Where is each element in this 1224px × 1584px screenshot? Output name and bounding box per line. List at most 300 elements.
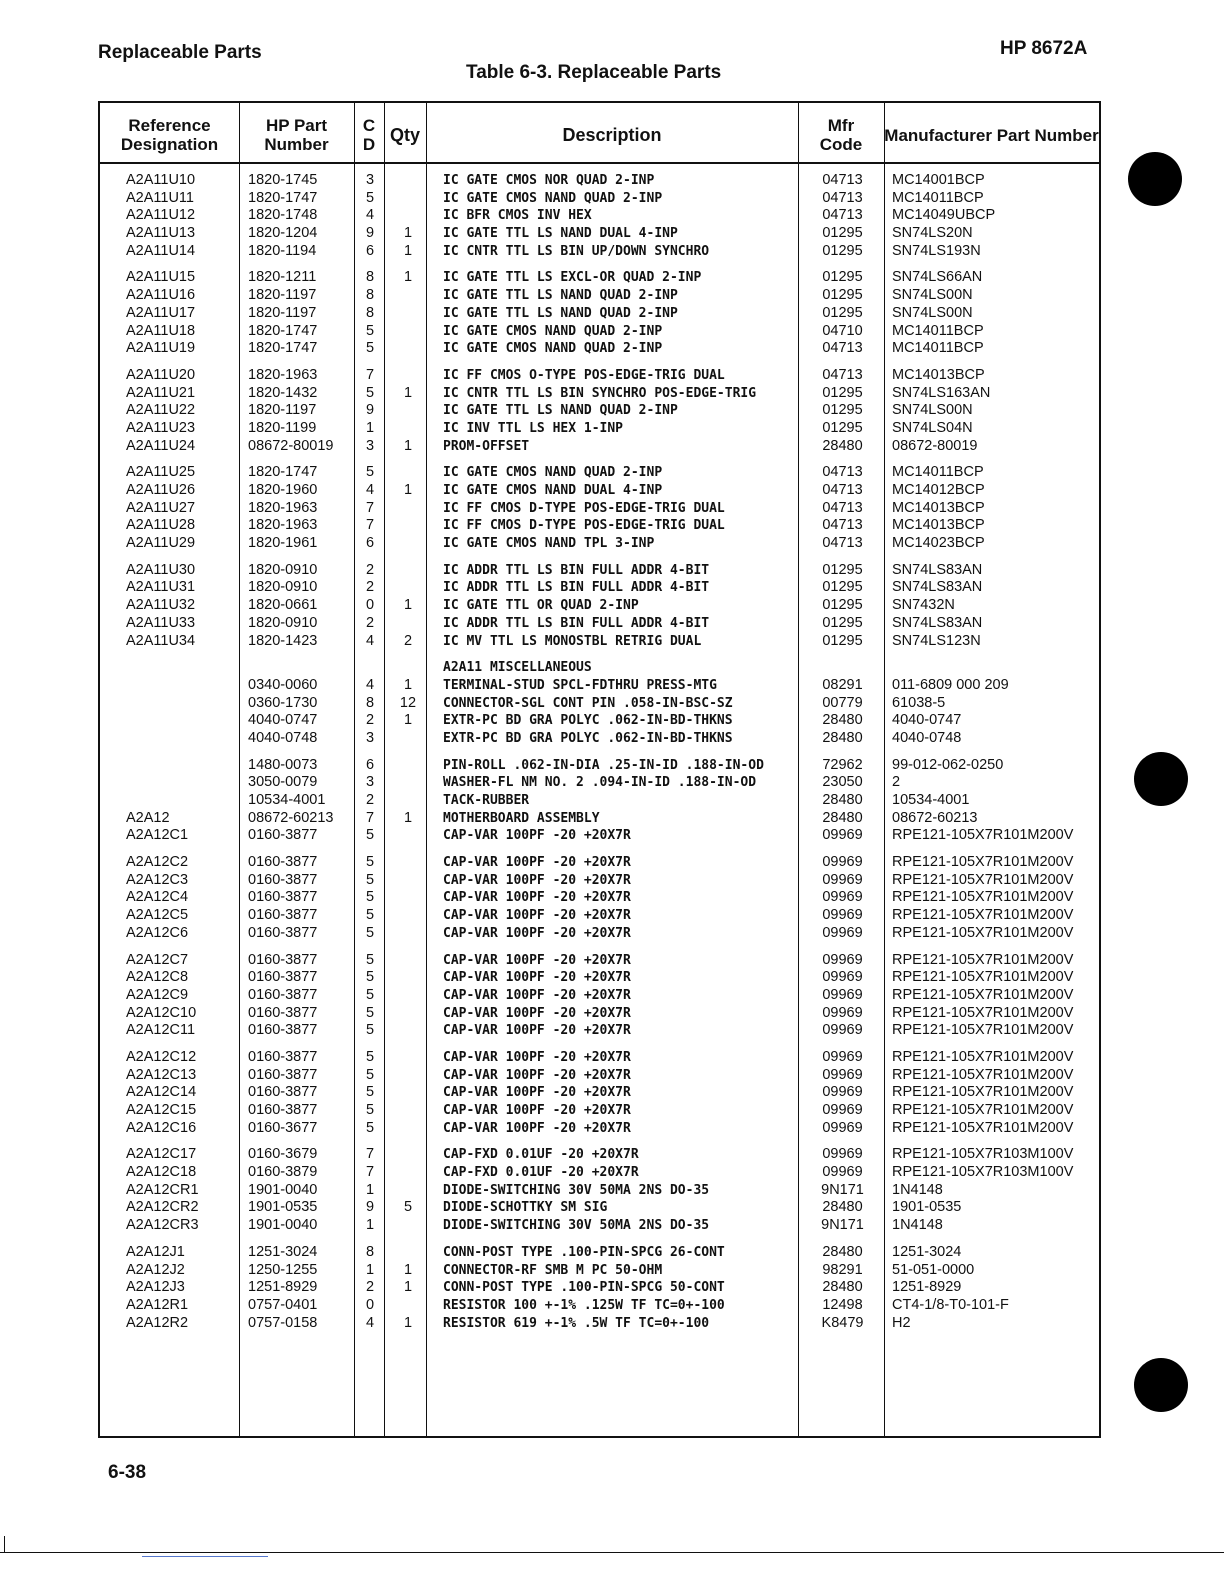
cell-description: CAP-VAR 100PF -20 +20X7R xyxy=(443,872,631,888)
cell-description: CONN-POST TYPE .100-PIN-SPCG 26-CONT xyxy=(443,1244,725,1260)
cell-mfr-code: 04713 xyxy=(822,366,863,383)
cell-cd: 4 xyxy=(366,482,375,498)
row-group xyxy=(0,269,1224,357)
cell-hp-part: 0160-3877 xyxy=(248,854,318,871)
cell-cd: 5 xyxy=(366,322,375,339)
table-row xyxy=(0,1102,1224,1120)
cell-description: IC GATE CMOS NAND QUAD 2-INP xyxy=(443,323,663,339)
cell-mfr-part: 99-012-062-0250 xyxy=(892,756,1004,773)
cell-description: TERMINAL-STUD SPCL-FDTHRU PRESS-MTG xyxy=(443,677,717,693)
cell-description: CAP-VAR 100PF -20 +20X7R xyxy=(443,1005,631,1021)
cell-description: IC ADDR TTL LS BIN FULL ADDR 4-BIT xyxy=(443,562,710,578)
cell-hp-part: 1820-1748 xyxy=(248,207,318,224)
cell-description: DIODE-SWITCHING 30V 50MA 2NS DO-35 xyxy=(443,1218,710,1234)
cell-cd: 4 xyxy=(366,632,375,649)
cell-mfr-code: 28480 xyxy=(822,729,863,746)
cell-mfr-code: 09969 xyxy=(822,1066,863,1083)
cell-description: EXTR-PC BD GRA POLYC .062-IN-BD-THKNS xyxy=(443,713,733,729)
cell-description: IC GATE CMOS NAND QUAD 2-INP xyxy=(443,465,663,481)
cell-cd: 8 xyxy=(366,304,375,321)
row-group xyxy=(0,1049,1224,1137)
cell-mfr-part: 08672-80019 xyxy=(892,437,978,454)
cell-cd: 1 xyxy=(366,1261,375,1278)
cell-cd: 7 xyxy=(366,809,375,826)
cell-reference: A2A12C3 xyxy=(126,871,189,888)
cell-description: CAP-VAR 100PF -20 +20X7R xyxy=(443,987,631,1003)
cell-reference: A2A12C11 xyxy=(126,1022,196,1039)
cell-description: CONNECTOR-SGL CONT PIN .058-IN-BSC-SZ xyxy=(443,695,733,711)
row-group xyxy=(0,854,1224,942)
cell-reference: A2A11U10 xyxy=(126,172,196,188)
table-row xyxy=(0,987,1224,1005)
cell-description: CAP-VAR 100PF -20 +20X7R xyxy=(443,952,631,968)
table-row xyxy=(0,243,1224,261)
cell-description: RESISTOR 619 +-1% .5W TF TC=0+-100 xyxy=(443,1315,710,1331)
cell-mfr-code: 01295 xyxy=(822,225,863,242)
cell-reference: A2A12J3 xyxy=(126,1279,185,1296)
cell-cd: 8 xyxy=(366,694,375,711)
cell-mfr-part: 61038-5 xyxy=(892,694,946,711)
table-row xyxy=(0,1279,1224,1297)
cell-mfr-code: 01295 xyxy=(822,242,863,259)
cell-mfr-part: SN7432N xyxy=(892,597,955,614)
cell-description: CAP-VAR 100PF -20 +20X7R xyxy=(443,855,631,871)
cell-cd: 6 xyxy=(366,756,375,773)
cell-hp-part: 0757-0158 xyxy=(248,1314,318,1331)
cell-description: PROM-OFFSET xyxy=(443,438,530,454)
cell-reference: A2A12C15 xyxy=(126,1102,197,1118)
cell-cd: 4 xyxy=(366,1314,375,1331)
cell-hp-part: 1820-1197 xyxy=(248,287,317,304)
cell-mfr-code: 28480 xyxy=(822,792,863,808)
cell-hp-part: 0160-3877 xyxy=(248,1004,318,1021)
cell-mfr-part: SN74LS00N xyxy=(892,402,973,419)
header-divider xyxy=(98,162,1101,164)
table-row xyxy=(0,323,1224,341)
cell-mfr-part: RPE121-105X7R101M200V xyxy=(892,871,1074,888)
table-row xyxy=(0,952,1224,970)
cell-hp-part: 1820-1745 xyxy=(248,172,318,188)
cell-hp-part: 3050-0079 xyxy=(248,774,318,791)
cell-cd: 5 xyxy=(366,340,375,357)
row-group xyxy=(0,952,1224,1040)
cell-reference: A2A11U14 xyxy=(126,242,196,259)
table-row xyxy=(0,287,1224,305)
cell-hp-part: 1820-1963 xyxy=(248,517,318,534)
cell-reference: A2A11U11 xyxy=(126,189,194,206)
cell-cd: 5 xyxy=(366,854,375,871)
cell-description: CAP-FXD 0.01UF -20 +20X7R xyxy=(443,1165,639,1181)
cell-cd: 7 xyxy=(366,517,375,534)
cell-mfr-code: 01295 xyxy=(822,287,863,304)
table-row xyxy=(0,1297,1224,1315)
cell-reference: A2A11U32 xyxy=(126,597,196,614)
cell-cd: 6 xyxy=(366,242,375,259)
cell-cd: 5 xyxy=(366,951,375,968)
table-row xyxy=(0,482,1224,500)
table-row xyxy=(0,907,1224,925)
cell-description: IC GATE CMOS NAND DUAL 4-INP xyxy=(443,483,663,498)
cell-description: IC CNTR TTL LS BIN UP/DOWN SYNCHRO xyxy=(443,243,710,259)
cell-mfr-code: 09969 xyxy=(822,871,863,888)
cell-description: IC CNTR TTL LS BIN SYNCHRO POS-EDGE-TRIG xyxy=(443,385,757,401)
cell-reference: A2A12R1 xyxy=(126,1296,189,1313)
table-row xyxy=(0,438,1224,456)
cell-description: IC FF CMOS D-TYPE POS-EDGE-TRIG DUAL xyxy=(443,500,725,516)
cell-cd: 5 xyxy=(366,924,375,941)
cell-reference: A2A12C9 xyxy=(126,986,189,1003)
cell-cd: 9 xyxy=(366,1199,375,1216)
table-row xyxy=(0,925,1224,943)
table-row xyxy=(0,695,1224,713)
cell-mfr-part: 2 xyxy=(892,774,901,791)
table-row xyxy=(0,517,1224,535)
cell-mfr-part: SN74LS04N xyxy=(892,419,973,436)
cell-mfr-part: 4040-0747 xyxy=(892,712,962,729)
table-row xyxy=(0,1182,1224,1200)
table-row xyxy=(0,1022,1224,1040)
table-row xyxy=(0,969,1224,987)
cell-reference: A2A12C10 xyxy=(126,1004,197,1021)
cell-reference: A2A12C7 xyxy=(126,951,189,968)
cell-description: IC GATE CMOS NAND TPL 3-INP xyxy=(443,536,655,552)
cell-hp-part: 1820-1963 xyxy=(248,499,318,516)
cell-description: DIODE-SCHOTTKY SM SIG xyxy=(443,1200,608,1216)
cell-description: IC GATE CMOS NAND QUAD 2-INP xyxy=(443,190,663,206)
cell-mfr-part: MC14011BCP xyxy=(892,464,984,481)
cell-qty: 1 xyxy=(403,1314,413,1331)
cell-mfr-code: 01295 xyxy=(822,561,863,578)
table-row xyxy=(0,1315,1224,1333)
table-row xyxy=(0,597,1224,615)
cell-cd: 8 xyxy=(366,1243,375,1260)
row-group xyxy=(0,367,1224,455)
cell-reference: A2A11U18 xyxy=(126,322,196,339)
binder-hole-middle xyxy=(1134,752,1188,806)
cell-mfr-code: 28480 xyxy=(822,712,863,729)
cell-reference: A2A11U21 xyxy=(126,384,196,401)
cell-mfr-part: H2 xyxy=(892,1314,911,1331)
cell-reference: A2A12C5 xyxy=(126,907,189,924)
cell-mfr-code: 01295 xyxy=(822,597,863,614)
table-row xyxy=(0,367,1224,385)
cell-reference: A2A11U13 xyxy=(126,225,196,242)
cell-description: CAP-VAR 100PF -20 +20X7R xyxy=(443,925,631,941)
cell-hp-part: 4040-0748 xyxy=(248,729,318,746)
row-group xyxy=(0,1146,1224,1234)
cell-mfr-part: RPE121-105X7R101M200V xyxy=(892,889,1074,906)
cell-mfr-part: SN74LS20N xyxy=(892,225,973,242)
cell-mfr-part: MC14013BCP xyxy=(892,517,985,534)
table-row xyxy=(0,579,1224,597)
cell-mfr-code: 00779 xyxy=(822,694,863,711)
table-row xyxy=(0,810,1224,828)
cell-hp-part: 1820-1199 xyxy=(248,419,317,436)
table-row xyxy=(0,420,1224,438)
cell-mfr-code: 01295 xyxy=(822,579,863,596)
model-number: HP 8672A xyxy=(1000,38,1088,59)
cell-mfr-code: 04713 xyxy=(822,189,863,206)
cell-mfr-part: SN74LS83AN xyxy=(892,579,983,596)
cell-description: CAP-VAR 100PF -20 +20X7R xyxy=(443,1103,631,1118)
cell-cd: 2 xyxy=(366,1279,375,1296)
cell-mfr-part: SN74LS83AN xyxy=(892,561,983,578)
table-row xyxy=(0,659,1224,677)
cell-mfr-part: SN74LS66AN xyxy=(892,269,983,286)
cell-reference: A2A12C4 xyxy=(126,889,189,906)
cell-reference: A2A11U15 xyxy=(126,269,196,286)
cell-reference: A2A11U29 xyxy=(126,535,196,552)
cell-qty: 1 xyxy=(403,482,413,498)
cell-hp-part: 1820-1961 xyxy=(248,535,318,552)
cell-cd: 3 xyxy=(366,729,375,746)
row-group xyxy=(0,464,1224,552)
cell-mfr-code: 04710 xyxy=(822,322,863,339)
cell-hp-part: 10534-4001 xyxy=(248,792,326,808)
cell-description: CAP-VAR 100PF -20 +20X7R xyxy=(443,1067,631,1083)
table-row xyxy=(0,269,1224,287)
cell-mfr-code: 9N171 xyxy=(821,1217,864,1234)
cell-description: IC GATE TTL LS EXCL-OR QUAD 2-INP xyxy=(443,270,702,286)
cell-mfr-code: 09969 xyxy=(822,1146,863,1163)
table-row xyxy=(0,730,1224,748)
table-row xyxy=(0,305,1224,323)
cell-mfr-part: SN74LS163AN xyxy=(892,384,991,401)
cell-mfr-code: 01295 xyxy=(822,304,863,321)
cell-mfr-code: 09969 xyxy=(822,1102,863,1118)
cell-cd: 8 xyxy=(366,287,375,304)
cell-mfr-code: 01295 xyxy=(822,614,863,631)
cell-cd: 5 xyxy=(366,827,375,844)
cell-mfr-part: 08672-60213 xyxy=(892,809,978,826)
cell-cd: 9 xyxy=(366,402,375,419)
cell-mfr-part: RPE121-105X7R101M200V xyxy=(892,986,1074,1003)
table-row xyxy=(0,535,1224,553)
cell-mfr-code: 72962 xyxy=(822,756,863,773)
cell-description: EXTR-PC BD GRA POLYC .062-IN-BD-THKNS xyxy=(443,730,733,746)
cell-mfr-part: RPE121-105X7R101M200V xyxy=(892,1102,1074,1118)
cell-description: IC ADDR TTL LS BIN FULL ADDR 4-BIT xyxy=(443,580,710,596)
cell-reference: A2A12 xyxy=(126,809,170,826)
table-row xyxy=(0,792,1224,810)
table-row xyxy=(0,1146,1224,1164)
cell-mfr-part: 1N4148 xyxy=(892,1217,943,1234)
cell-reference: A2A12C13 xyxy=(126,1066,197,1083)
cell-cd: 7 xyxy=(366,1146,375,1163)
cell-mfr-part: RPE121-105X7R101M200V xyxy=(892,1119,1074,1136)
cell-cd: 5 xyxy=(366,969,375,986)
table-row xyxy=(0,1217,1224,1235)
cell-cd: 5 xyxy=(366,384,375,401)
cell-cd: 4 xyxy=(366,207,375,224)
cell-hp-part: 1820-1432 xyxy=(248,384,318,401)
cell-cd: 5 xyxy=(366,464,375,481)
cell-mfr-part: MC14011BCP xyxy=(892,322,984,339)
cell-cd: 2 xyxy=(366,614,375,631)
table-row xyxy=(0,1262,1224,1280)
cell-mfr-code: 01295 xyxy=(822,419,863,436)
cell-hp-part: 0160-3877 xyxy=(248,924,318,941)
cell-cd: 1 xyxy=(366,419,375,436)
cell-cd: 5 xyxy=(366,907,375,924)
table-row xyxy=(0,464,1224,482)
cell-hp-part: 1820-0910 xyxy=(248,579,318,596)
cell-mfr-part: CT4-1/8-T0-101-F xyxy=(892,1296,1009,1313)
cell-reference: A2A11U33 xyxy=(126,614,196,631)
cell-mfr-code: 98291 xyxy=(822,1261,863,1278)
cell-reference: A2A11U27 xyxy=(126,499,196,516)
cell-qty: 1 xyxy=(403,597,413,614)
table-row xyxy=(0,1049,1224,1067)
cell-mfr-part: MC14011BCP xyxy=(892,340,984,357)
cell-hp-part: 0160-3877 xyxy=(248,827,318,844)
page-edge-mark xyxy=(4,1536,5,1552)
cell-cd: 2 xyxy=(366,792,375,808)
cell-qty: 2 xyxy=(403,632,413,649)
cell-cd: 5 xyxy=(366,1066,375,1083)
cell-mfr-code: 09969 xyxy=(822,907,863,924)
cell-mfr-part: MC14023BCP xyxy=(892,535,985,552)
cell-mfr-part: 1N4148 xyxy=(892,1181,943,1198)
cell-mfr-code: 08291 xyxy=(822,676,863,693)
cell-mfr-part: 011-6809 000 209 xyxy=(892,676,1009,693)
col-header-mfr-part: Manufacturer Part Number xyxy=(884,125,1099,145)
cell-cd: 2 xyxy=(366,712,375,729)
cell-hp-part: 1820-0910 xyxy=(248,614,318,631)
cell-description: DIODE-SWITCHING 30V 50MA 2NS DO-35 xyxy=(443,1182,710,1198)
cell-cd: 7 xyxy=(366,366,375,383)
cell-reference: A2A11U16 xyxy=(126,287,196,304)
cell-reference: A2A11U26 xyxy=(126,482,196,498)
cell-hp-part: 1820-0661 xyxy=(248,597,318,614)
cell-mfr-code: 28480 xyxy=(822,1199,863,1216)
row-group xyxy=(0,659,1224,747)
cell-hp-part: 0160-3877 xyxy=(248,1084,318,1101)
table-row xyxy=(0,774,1224,792)
cell-mfr-code: 09969 xyxy=(822,1022,863,1039)
cell-description: IC FF CMOS O-TYPE POS-EDGE-TRIG DUAL xyxy=(443,367,725,383)
cell-hp-part: 1820-0910 xyxy=(248,561,318,578)
cell-mfr-code: 01295 xyxy=(822,269,863,286)
col-header-qty: Qty xyxy=(389,124,420,145)
cell-mfr-code: 28480 xyxy=(822,1279,863,1296)
cell-mfr-part: MC14013BCP xyxy=(892,499,985,516)
cell-cd: 5 xyxy=(366,1004,375,1021)
cell-hp-part: 0160-3877 xyxy=(248,986,318,1003)
cell-mfr-part: RPE121-105X7R101M200V xyxy=(892,969,1074,986)
table-row xyxy=(0,1084,1224,1102)
cell-qty: 1 xyxy=(403,269,413,286)
cell-mfr-part: 1251-8929 xyxy=(892,1279,962,1296)
cell-description: IC GATE CMOS NAND QUAD 2-INP xyxy=(443,341,663,357)
cell-hp-part: 1901-0040 xyxy=(248,1217,318,1234)
cell-mfr-code: 01295 xyxy=(822,402,863,419)
cell-reference: A2A12CR2 xyxy=(126,1199,199,1216)
table-row xyxy=(0,633,1224,651)
cell-mfr-code: 28480 xyxy=(822,1243,863,1260)
cell-reference: A2A12C1 xyxy=(126,827,189,844)
cell-mfr-part: SN74LS193N xyxy=(892,242,981,259)
cell-reference: A2A11U22 xyxy=(126,402,196,419)
cell-qty: 1 xyxy=(403,384,413,401)
cell-cd: 6 xyxy=(366,535,375,552)
cell-reference: A2A12C14 xyxy=(126,1084,197,1101)
cell-hp-part: 0160-3877 xyxy=(248,1066,318,1083)
table-row xyxy=(0,712,1224,730)
cell-hp-part: 0160-3877 xyxy=(248,889,318,906)
cell-cd: 2 xyxy=(366,561,375,578)
cell-mfr-code: 04713 xyxy=(822,207,863,224)
cell-mfr-code: 09969 xyxy=(822,1084,863,1101)
col-header-mfr-code: Mfr Code xyxy=(819,116,863,154)
cell-reference: A2A12CR3 xyxy=(126,1217,199,1234)
cell-description: IC BFR CMOS INV HEX xyxy=(443,208,592,224)
cell-description: A2A11 MISCELLANEOUS xyxy=(443,660,592,676)
cell-hp-part: 1820-1204 xyxy=(248,225,318,242)
cell-cd: 2 xyxy=(366,579,375,596)
cell-mfr-part: RPE121-105X7R101M200V xyxy=(892,854,1074,871)
table-row xyxy=(0,827,1224,845)
cell-description: CAP-VAR 100PF -20 +20X7R xyxy=(443,970,631,986)
table-row xyxy=(0,1244,1224,1262)
cell-reference: A2A11U12 xyxy=(126,207,196,224)
cell-description: CONNECTOR-RF SMB M PC 50-OHM xyxy=(443,1262,663,1278)
cell-reference: A2A11U31 xyxy=(126,579,196,596)
table-row xyxy=(0,757,1224,775)
cell-reference: A2A12C18 xyxy=(126,1164,197,1181)
cell-mfr-code: 28480 xyxy=(822,437,863,454)
cell-mfr-part: SN74LS83AN xyxy=(892,614,983,631)
cell-cd: 7 xyxy=(366,1164,375,1181)
cell-mfr-code: 04713 xyxy=(822,464,863,481)
cell-description: IC GATE TTL LS NAND DUAL 4-INP xyxy=(443,226,678,242)
cell-mfr-part: 10534-4001 xyxy=(892,792,970,808)
cell-hp-part: 1820-1747 xyxy=(248,322,318,339)
cell-description: PIN-ROLL .062-IN-DIA .25-IN-ID .188-IN-OD xyxy=(443,757,764,773)
cell-mfr-code: 09969 xyxy=(822,889,863,906)
cell-hp-part: 1820-1747 xyxy=(248,189,318,206)
binder-hole-top xyxy=(1128,152,1182,206)
table-row xyxy=(0,172,1224,190)
cell-reference: A2A11U20 xyxy=(126,366,196,383)
table-row xyxy=(0,889,1224,907)
cell-hp-part: 1251-3024 xyxy=(248,1243,318,1260)
cell-cd: 5 xyxy=(366,1102,375,1118)
cell-hp-part: 0160-3877 xyxy=(248,1048,318,1065)
cell-cd: 5 xyxy=(366,871,375,888)
cell-qty: 1 xyxy=(403,1279,413,1296)
cell-cd: 1 xyxy=(366,1181,375,1198)
table-row xyxy=(0,207,1224,225)
cell-description: IC GATE TTL LS NAND QUAD 2-INP xyxy=(443,288,678,304)
cell-mfr-part: RPE121-105X7R101M200V xyxy=(892,1084,1074,1101)
cell-reference: A2A12R2 xyxy=(126,1314,189,1331)
cell-description: CAP-VAR 100PF -20 +20X7R xyxy=(443,1120,631,1136)
cell-mfr-part: SN74LS00N xyxy=(892,287,973,304)
cell-hp-part: 0160-3877 xyxy=(248,1022,318,1039)
cell-qty: 1 xyxy=(403,809,413,826)
cell-reference: A2A11U24 xyxy=(126,437,196,454)
cell-mfr-code: 09969 xyxy=(822,924,863,941)
cell-hp-part: 1820-1960 xyxy=(248,482,318,498)
cell-cd: 1 xyxy=(366,1217,375,1234)
cell-mfr-part: 1251-3024 xyxy=(892,1243,962,1260)
cell-reference: A2A12CR1 xyxy=(126,1181,199,1198)
cell-cd: 7 xyxy=(366,499,375,516)
cell-qty: 1 xyxy=(403,1261,413,1278)
cell-description: CAP-VAR 100PF -20 +20X7R xyxy=(443,890,631,906)
row-group xyxy=(0,757,1224,845)
